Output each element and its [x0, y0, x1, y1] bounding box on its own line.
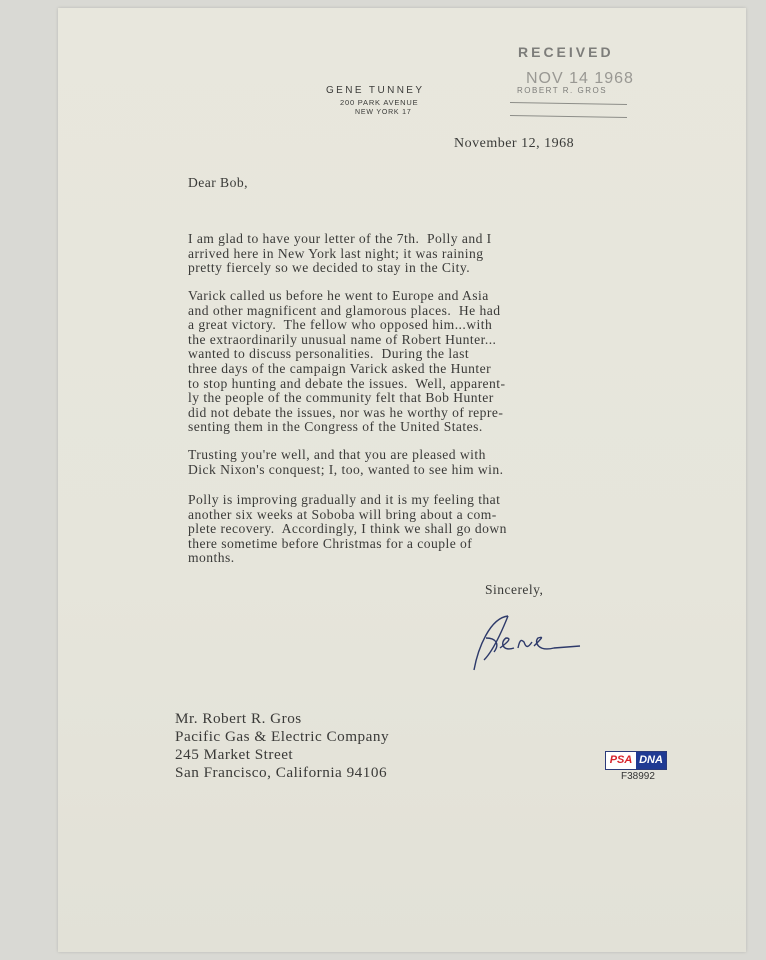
paragraph-line: another six weeks at Soboba will bring about a com-: [188, 506, 497, 522]
paragraph-line: pretty fiercely so we decided to stay in the City.: [188, 260, 471, 276]
paragraph-line: three days of the campaign Varick asked the Hunter: [188, 360, 492, 376]
paragraph-line: Polly is improving gradually and it is my feeling that: [188, 492, 501, 507]
paragraph-line: a great victory. The fellow who opposed him...with: [188, 317, 493, 333]
dna-logo: DNA: [636, 752, 666, 769]
paragraph-line: ly the people of the community felt that Bob Hunter: [188, 390, 494, 406]
paragraph-line: plete recovery. Accordingly, I think we shall go down: [188, 521, 507, 537]
letterhead-street: 200 PARK AVENUE: [340, 98, 419, 107]
paragraph-line: months.: [188, 550, 235, 566]
paragraph-line: did not debate the issues, nor was he worthy of repre-: [188, 404, 504, 420]
letter-paper: [58, 8, 746, 952]
psa-dna-sticker: [605, 751, 667, 770]
address-line: Pacific Gas & Electric Company: [175, 728, 390, 745]
paragraph: [188, 448, 504, 477]
paragraph: [188, 493, 507, 566]
certification-number: F38992: [621, 771, 655, 782]
psa-logo: PSA: [609, 754, 633, 766]
paragraph: [188, 232, 492, 276]
paragraph-line: Varick called us before he went to Europe and Asia: [188, 288, 489, 303]
paragraph-line: and other magnificent and glamorous places. He had: [188, 302, 501, 318]
paragraph-line: Dick Nixon's conquest; I, too, wanted to see him win.: [188, 461, 504, 477]
address-line: 245 Market Street: [175, 746, 294, 763]
paragraph-line: to stop hunting and debate the issues. Well, apparent-: [188, 375, 506, 391]
received-stamp-title: RECEIVED: [518, 44, 614, 60]
letterhead-city: NEW YORK 17: [355, 109, 412, 116]
signature: [470, 608, 590, 678]
received-stamp-recipient: ROBERT R. GROS: [517, 86, 608, 95]
paragraph-line: the extraordinarily unusual name of Robert Hunter...: [188, 331, 497, 347]
paragraph: [188, 289, 506, 435]
address-line: Mr. Robert R. Gros: [175, 710, 302, 727]
paragraph-line: I am glad to have your letter of the 7th. Polly and I: [188, 231, 492, 246]
paragraph-line: wanted to discuss personalities. During the last: [188, 346, 470, 362]
paragraph-line: senting them in the Congress of the United States.: [188, 419, 483, 435]
address-line: San Francisco, California 94106: [175, 764, 388, 781]
paragraph-line: there sometime before Christmas for a couple of: [188, 535, 473, 551]
salutation: Dear Bob,: [188, 175, 248, 190]
paragraph-line: arrived here in New York last night; it was raining: [188, 245, 484, 261]
closing: Sincerely,: [485, 582, 544, 597]
received-stamp-date: NOV 14 1968: [526, 70, 634, 87]
paragraph-line: Trusting you're well, and that you are pleased with: [188, 447, 486, 462]
recipient-address: [175, 710, 389, 782]
letter-date: November 12, 1968: [454, 136, 575, 151]
letterhead-name: GENE TUNNEY: [326, 85, 425, 96]
